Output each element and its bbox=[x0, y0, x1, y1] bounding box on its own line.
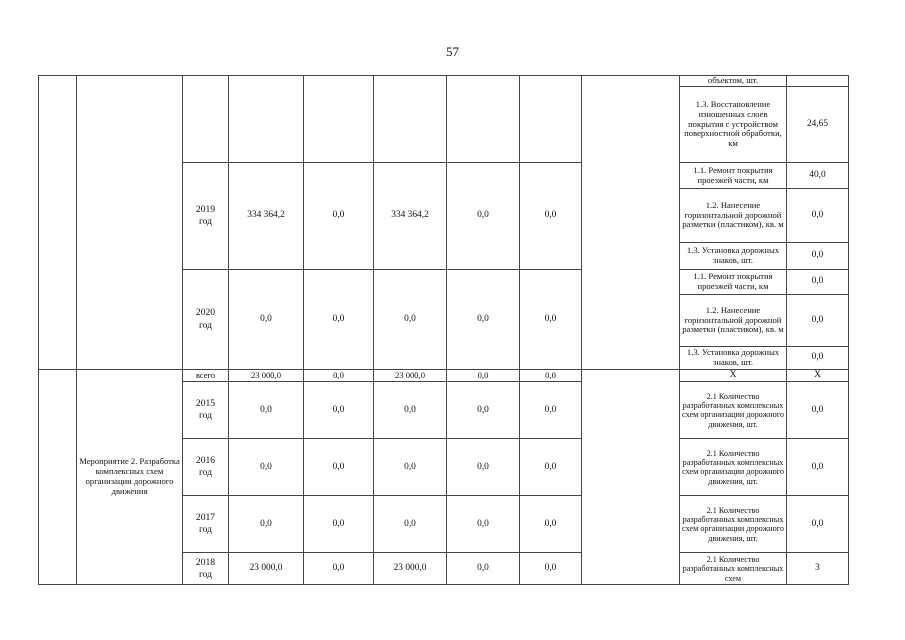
target-value-cell: 0,0 bbox=[787, 496, 849, 553]
target-value-cell: 40,0 bbox=[787, 163, 849, 189]
value-cell: 0,0 bbox=[229, 439, 304, 496]
value-cell: 0,0 bbox=[304, 382, 374, 439]
target-value-cell: 0,0 bbox=[787, 270, 849, 295]
value-cell: 0,0 bbox=[447, 163, 520, 270]
value-cell: 0,0 bbox=[520, 553, 582, 585]
year-cell: 2018 год bbox=[183, 553, 229, 585]
value-cell: 0,0 bbox=[374, 496, 447, 553]
total-label-cell: всего bbox=[183, 370, 229, 382]
target-value-cell bbox=[787, 76, 849, 87]
value-cell: 0,0 bbox=[304, 496, 374, 553]
value-cell: 0,0 bbox=[229, 270, 304, 370]
value-cell: 23 000,0 bbox=[229, 553, 304, 585]
value-cell: 0,0 bbox=[447, 496, 520, 553]
executor-cell bbox=[582, 370, 680, 585]
value-cell: 0,0 bbox=[447, 270, 520, 370]
measure-name-cell bbox=[77, 76, 183, 370]
indicator-cell: X bbox=[680, 370, 787, 382]
indicator-cell: 2.1 Количество разработанных комплексных схем bbox=[680, 553, 787, 585]
value-cell: 0,0 bbox=[447, 553, 520, 585]
value-cell: 0,0 bbox=[520, 382, 582, 439]
table-row bbox=[39, 370, 849, 382]
target-value-cell: 0,0 bbox=[787, 189, 849, 243]
value-cell: 23 000,0 bbox=[374, 370, 447, 382]
year-cell: 2015 год bbox=[183, 382, 229, 439]
year-cell: 2017 год bbox=[183, 496, 229, 553]
value-cell: 0,0 bbox=[520, 496, 582, 553]
value-cell: 334 364,2 bbox=[374, 163, 447, 270]
target-value-cell: 0,0 bbox=[787, 382, 849, 439]
target-value-cell: 0,0 bbox=[787, 439, 849, 496]
value-cell: 0,0 bbox=[229, 496, 304, 553]
table-row bbox=[39, 76, 849, 87]
value-cell: 0,0 bbox=[447, 382, 520, 439]
number-cell bbox=[39, 76, 77, 370]
indicator-cell: 1.3. Восстановление изношенных слоев покрытия с устройством поверхностной обработки, км bbox=[680, 87, 787, 163]
indicator-cell: 1.1. Ремонт покрытия проезжей части, км bbox=[680, 270, 787, 295]
value-cell: 0,0 bbox=[520, 163, 582, 270]
measure-name-cell: Мероприятие 2. Разработка комплексных схем организации дорожного движения bbox=[77, 370, 183, 585]
target-value-cell: X bbox=[787, 370, 849, 382]
value-cell: 0,0 bbox=[374, 382, 447, 439]
year-cell: 2016 год bbox=[183, 439, 229, 496]
number-cell bbox=[39, 370, 77, 585]
page-number: 57 bbox=[446, 44, 459, 59]
executor-cell bbox=[582, 76, 680, 370]
value-cell: 0,0 bbox=[304, 553, 374, 585]
value-cell: 0,0 bbox=[304, 163, 374, 270]
indicator-cell: 2.1 Количество разработанных комплексных схем организации дорожного движения, шт. bbox=[680, 382, 787, 439]
value-cell: 0,0 bbox=[520, 270, 582, 370]
value-cell: 0,0 bbox=[374, 439, 447, 496]
program-table bbox=[38, 75, 849, 585]
indicator-cell: 2.1 Количество разработанных комплексных схем организации дорожного движения, шт. bbox=[680, 439, 787, 496]
indicator-cell: 1.1. Ремонт покрытия проезжей части, км bbox=[680, 163, 787, 189]
value-cell: 0,0 bbox=[304, 270, 374, 370]
indicator-cell: 1.3. Установка дорожных знаков, шт. bbox=[680, 243, 787, 270]
value-cell: 0,0 bbox=[304, 439, 374, 496]
value-cell: 0,0 bbox=[447, 370, 520, 382]
indicator-cell: 1.3. Установка дорожных знаков, шт. bbox=[680, 347, 787, 370]
value-cell: 0,0 bbox=[520, 439, 582, 496]
year-cell: 2019 год bbox=[183, 163, 229, 270]
value-cell: 0,0 bbox=[229, 382, 304, 439]
target-value-cell: 24,65 bbox=[787, 87, 849, 163]
target-value-cell: 0,0 bbox=[787, 347, 849, 370]
indicator-cell: 1.2. Нанесение горизонтальной дорожной разметки (пластиком), кв. м bbox=[680, 189, 787, 243]
indicator-cell: 2.1 Количество разработанных комплексных схем организации дорожного движения, шт. bbox=[680, 496, 787, 553]
value-cell: 0,0 bbox=[520, 370, 582, 382]
target-value-cell: 0,0 bbox=[787, 295, 849, 347]
value-cell: 23 000,0 bbox=[374, 553, 447, 585]
year-cell: 2020 год bbox=[183, 270, 229, 370]
indicator-cell: 1.2. Нанесение горизонтальной дорожной разметки (пластиком), кв. м bbox=[680, 295, 787, 347]
target-value-cell: 0,0 bbox=[787, 243, 849, 270]
value-cell: 0,0 bbox=[374, 270, 447, 370]
indicator-cell: объектом, шт. bbox=[680, 76, 787, 87]
target-value-cell: 3 bbox=[787, 553, 849, 585]
value-cell: 334 364,2 bbox=[229, 163, 304, 270]
value-cell: 0,0 bbox=[304, 370, 374, 382]
value-cell: 0,0 bbox=[447, 439, 520, 496]
value-cell: 23 000,0 bbox=[229, 370, 304, 382]
